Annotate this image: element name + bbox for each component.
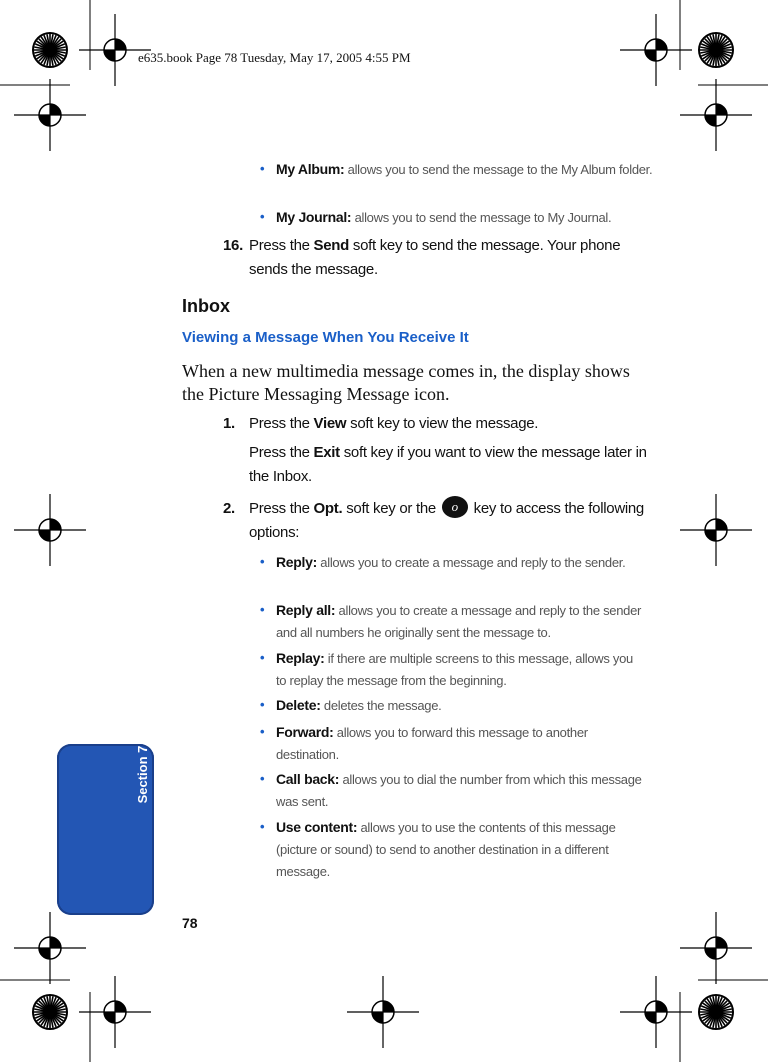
option-desc: allows you to use the contents of this message (picture or sound) to send to another destination in a different message. <box>276 820 616 879</box>
section-title: Inbox <box>182 296 230 316</box>
option-term: Reply: <box>276 554 317 570</box>
list-item-my-journal <box>260 206 656 229</box>
step-text: soft key if you want to view the message later in the Inbox. <box>249 444 647 485</box>
option-term: Forward: <box>276 724 334 740</box>
key-name: Opt. <box>313 500 343 517</box>
option-reply <box>260 551 646 574</box>
option-desc: allows you to send the message to My Journal. <box>351 210 612 225</box>
option-delete <box>260 694 646 717</box>
option-forward <box>260 721 646 766</box>
option-desc: allows you to dial the number from which this message was sent. <box>276 772 642 809</box>
option-term: My Journal: <box>276 209 352 225</box>
step-number: 1. <box>223 415 235 432</box>
option-term: Call back: <box>276 771 340 787</box>
bullet-icon: • <box>260 554 265 569</box>
bullet-icon: • <box>260 724 265 739</box>
key-name: View <box>313 415 347 432</box>
option-reply-all <box>260 599 646 644</box>
option-desc: allows you to send the message to the My Album folder. <box>344 162 653 177</box>
bullet-icon: • <box>260 209 265 224</box>
step-number: 2. <box>223 500 235 517</box>
option-term: Use content: <box>276 819 358 835</box>
step-1 <box>223 412 649 436</box>
bullet-icon: • <box>260 697 265 712</box>
intro-paragraph: When a new multimedia message comes in, the display shows the Picture Messaging Message icon. <box>182 361 630 404</box>
option-term: My Album: <box>276 161 345 177</box>
step-text: key to access the following options: <box>249 500 644 541</box>
subsection-title: Viewing a Message When You Receive It <box>182 329 469 346</box>
print-header: e635.book Page 78 Tuesday, May 17, 2005 4:55 PM <box>138 50 411 65</box>
page-number: 78 <box>182 915 198 931</box>
step-text: Press the <box>249 500 314 517</box>
option-call-back <box>260 768 646 813</box>
bullet-icon: • <box>260 819 265 834</box>
bullet-icon: • <box>260 650 265 665</box>
option-desc: allows you to forward this message to another destination. <box>276 725 588 762</box>
step-16 <box>223 234 629 282</box>
step-text: Press the <box>249 415 314 432</box>
bullet-icon: • <box>260 602 265 617</box>
option-desc: allows you to create a message and reply to the sender and all numbers he originally sent the message to. <box>276 603 642 640</box>
list-item-my-album <box>260 158 656 181</box>
step-text: soft key or the <box>342 500 440 517</box>
ok-key-icon: o <box>442 496 468 518</box>
option-term: Reply all: <box>276 602 336 618</box>
option-desc: deletes the message. <box>320 698 442 713</box>
step-1-note <box>249 441 649 489</box>
step-number: 16. <box>223 237 243 254</box>
option-desc: if there are multiple screens to this message, allows you to replay the message from the beginning. <box>276 651 633 688</box>
bullet-icon: • <box>260 771 265 786</box>
section-tab-label: Section 7 <box>135 745 150 804</box>
option-replay <box>260 647 646 692</box>
key-name: Exit <box>313 444 340 461</box>
option-term: Delete: <box>276 697 321 713</box>
step-text: Press the <box>249 444 314 461</box>
step-text: soft key to send the message. Your phone sends the message. <box>249 237 621 278</box>
option-desc: allows you to create a message and reply to the sender. <box>317 555 626 570</box>
bullet-icon: • <box>260 161 265 176</box>
key-name: Send <box>313 237 350 254</box>
step-text: Press the <box>249 237 314 254</box>
step-text: soft key to view the message. <box>346 415 539 432</box>
option-use-content <box>260 816 646 883</box>
step-2 <box>223 497 649 545</box>
option-term: Replay: <box>276 650 325 666</box>
